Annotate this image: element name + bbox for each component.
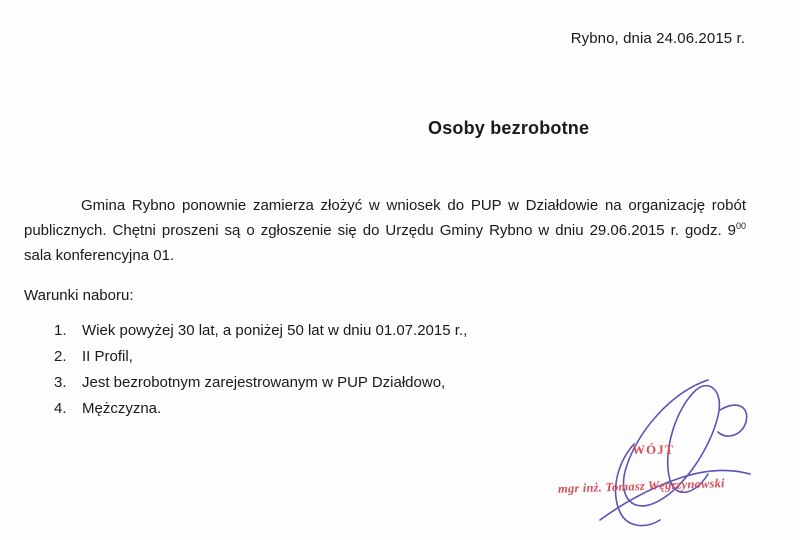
date-line: Rybno, dnia 24.06.2015 r.: [570, 30, 745, 47]
list-item-number: 4.: [54, 400, 67, 417]
document-title: Osoby bezrobotne: [428, 118, 590, 138]
list-item-text: Jest bezrobotnym zarejestrowanym w PUP Działdowo,: [82, 374, 446, 391]
stamp-title: WÓJT: [632, 442, 675, 457]
announcement-paragraph: [24, 193, 746, 268]
conditions-heading: Warunki naboru:: [24, 287, 134, 304]
time-superscript: 00: [735, 221, 746, 231]
list-item-number: 2.: [54, 348, 67, 365]
list-item-text: II Profil,: [82, 348, 133, 365]
stamp-name: mgr inż. Tomasz Węgrzynowski: [557, 476, 725, 496]
list-item-number: 3.: [54, 374, 67, 391]
list-item: [54, 321, 467, 347]
list-item: [54, 373, 467, 399]
paragraph-main-text: Gmina Rybno ponownie zamierza złożyć w wniosek do PUP w Działdowie na organizację robót publicznych. Chętni proszeni są o zgłoszenie się do Urzędu Gminy Rybno w dniu 29.06.2015 r. godz. 9: [24, 197, 746, 239]
paragraph-tail-text: sala konferencyjna 01.: [24, 247, 175, 264]
list-item: [54, 347, 467, 373]
conditions-list: [54, 321, 467, 425]
handwritten-signature: [557, 370, 790, 540]
list-item-number: 1.: [54, 322, 67, 339]
list-item: [54, 399, 467, 425]
list-item-text: Wiek powyżej 30 lat, a poniżej 50 lat w dniu 01.07.2015 r.,: [82, 322, 468, 339]
signature-stroke-hook: [718, 405, 747, 436]
list-item-text: Mężczyzna.: [82, 400, 162, 417]
